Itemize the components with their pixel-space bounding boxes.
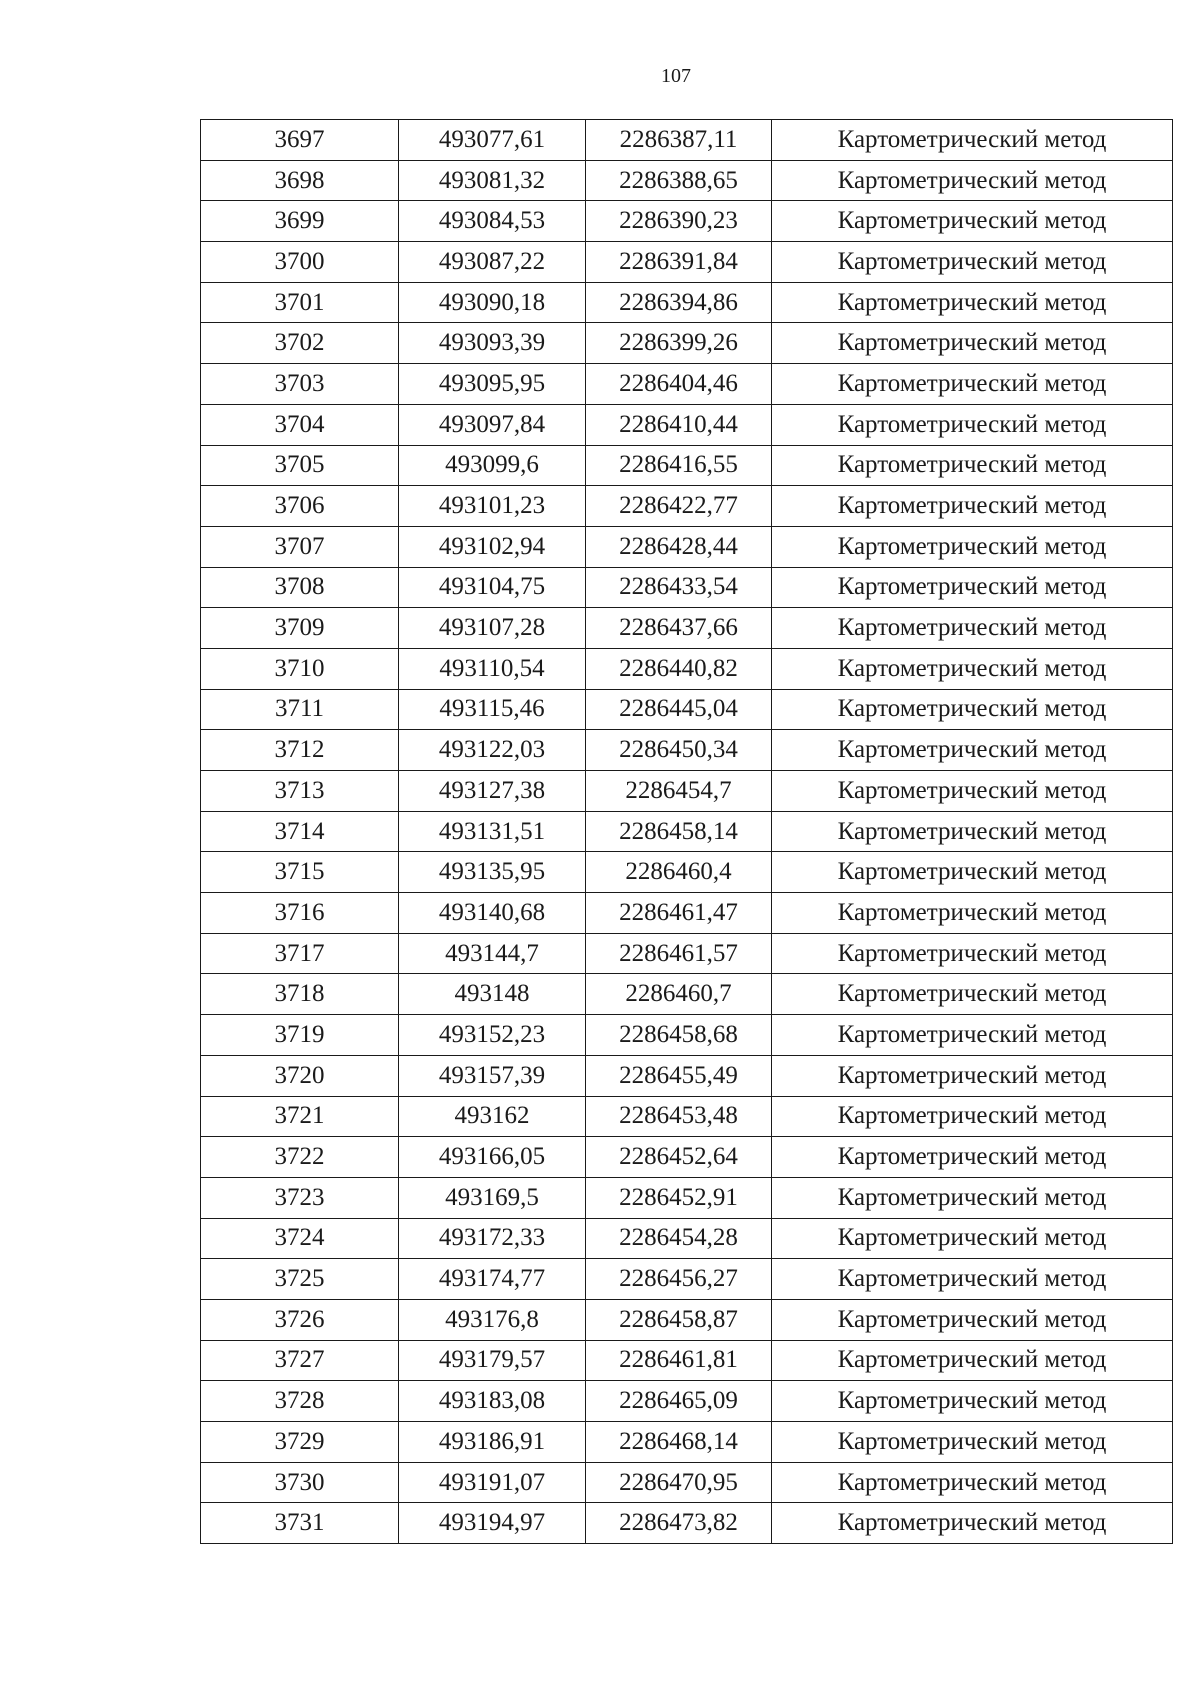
- y-coordinate-cell: 2286416,55: [586, 445, 772, 486]
- method-cell: Картометрический метод: [772, 201, 1173, 242]
- x-coordinate-cell: 493087,22: [399, 242, 586, 283]
- coordinates-table: [200, 119, 1173, 1544]
- table-row: [201, 1299, 1173, 1340]
- table-row: [201, 1503, 1173, 1544]
- x-coordinate-cell: 493135,95: [399, 852, 586, 893]
- method-cell: Картометрический метод: [772, 648, 1173, 689]
- method-cell: Картометрический метод: [772, 893, 1173, 934]
- point-number-cell: 3727: [201, 1340, 399, 1381]
- method-cell: Картометрический метод: [772, 1137, 1173, 1178]
- method-cell: Картометрический метод: [772, 323, 1173, 364]
- y-coordinate-cell: 2286461,81: [586, 1340, 772, 1381]
- y-coordinate-cell: 2286445,04: [586, 689, 772, 730]
- y-coordinate-cell: 2286452,91: [586, 1177, 772, 1218]
- x-coordinate-cell: 493166,05: [399, 1137, 586, 1178]
- y-coordinate-cell: 2286461,57: [586, 933, 772, 974]
- table-row: [201, 1381, 1173, 1422]
- y-coordinate-cell: 2286391,84: [586, 242, 772, 283]
- x-coordinate-cell: 493110,54: [399, 648, 586, 689]
- table-row: [201, 201, 1173, 242]
- y-coordinate-cell: 2286454,28: [586, 1218, 772, 1259]
- y-coordinate-cell: 2286470,95: [586, 1462, 772, 1503]
- table-row: [201, 1259, 1173, 1300]
- point-number-cell: 3709: [201, 608, 399, 649]
- point-number-cell: 3704: [201, 404, 399, 445]
- method-cell: Картометрический метод: [772, 1015, 1173, 1056]
- x-coordinate-cell: 493095,95: [399, 364, 586, 405]
- table-row: [201, 526, 1173, 567]
- x-coordinate-cell: 493169,5: [399, 1177, 586, 1218]
- method-cell: Картометрический метод: [772, 1381, 1173, 1422]
- x-coordinate-cell: 493157,39: [399, 1055, 586, 1096]
- point-number-cell: 3717: [201, 933, 399, 974]
- x-coordinate-cell: 493122,03: [399, 730, 586, 771]
- point-number-cell: 3698: [201, 160, 399, 201]
- point-number-cell: 3718: [201, 974, 399, 1015]
- method-cell: Картометрический метод: [772, 1503, 1173, 1544]
- x-coordinate-cell: 493140,68: [399, 893, 586, 934]
- point-number-cell: 3713: [201, 771, 399, 812]
- table-row: [201, 282, 1173, 323]
- y-coordinate-cell: 2286388,65: [586, 160, 772, 201]
- method-cell: Картометрический метод: [772, 445, 1173, 486]
- method-cell: Картометрический метод: [772, 486, 1173, 527]
- table-row: [201, 1137, 1173, 1178]
- table-row: [201, 608, 1173, 649]
- table-row: [201, 1096, 1173, 1137]
- method-cell: Картометрический метод: [772, 526, 1173, 567]
- table-row: [201, 1422, 1173, 1463]
- y-coordinate-cell: 2286458,87: [586, 1299, 772, 1340]
- point-number-cell: 3715: [201, 852, 399, 893]
- y-coordinate-cell: 2286454,7: [586, 771, 772, 812]
- y-coordinate-cell: 2286468,14: [586, 1422, 772, 1463]
- point-number-cell: 3720: [201, 1055, 399, 1096]
- table-row: [201, 364, 1173, 405]
- method-cell: Картометрический метод: [772, 1218, 1173, 1259]
- y-coordinate-cell: 2286453,48: [586, 1096, 772, 1137]
- y-coordinate-cell: 2286394,86: [586, 282, 772, 323]
- table-row: [201, 811, 1173, 852]
- x-coordinate-cell: 493186,91: [399, 1422, 586, 1463]
- y-coordinate-cell: 2286455,49: [586, 1055, 772, 1096]
- method-cell: Картометрический метод: [772, 608, 1173, 649]
- method-cell: Картометрический метод: [772, 771, 1173, 812]
- method-cell: Картометрический метод: [772, 242, 1173, 283]
- y-coordinate-cell: 2286458,14: [586, 811, 772, 852]
- page-number: 107: [661, 65, 691, 87]
- table-row: [201, 852, 1173, 893]
- table-row: [201, 893, 1173, 934]
- table-row: [201, 933, 1173, 974]
- point-number-cell: 3699: [201, 201, 399, 242]
- y-coordinate-cell: 2286422,77: [586, 486, 772, 527]
- table-row: [201, 974, 1173, 1015]
- method-cell: Картометрический метод: [772, 1340, 1173, 1381]
- point-number-cell: 3723: [201, 1177, 399, 1218]
- x-coordinate-cell: 493081,32: [399, 160, 586, 201]
- y-coordinate-cell: 2286399,26: [586, 323, 772, 364]
- method-cell: Картометрический метод: [772, 933, 1173, 974]
- method-cell: Картометрический метод: [772, 974, 1173, 1015]
- x-coordinate-cell: 493183,08: [399, 1381, 586, 1422]
- point-number-cell: 3730: [201, 1462, 399, 1503]
- point-number-cell: 3707: [201, 526, 399, 567]
- point-number-cell: 3722: [201, 1137, 399, 1178]
- table-row: [201, 323, 1173, 364]
- point-number-cell: 3719: [201, 1015, 399, 1056]
- y-coordinate-cell: 2286428,44: [586, 526, 772, 567]
- point-number-cell: 3726: [201, 1299, 399, 1340]
- x-coordinate-cell: 493099,6: [399, 445, 586, 486]
- point-number-cell: 3711: [201, 689, 399, 730]
- y-coordinate-cell: 2286437,66: [586, 608, 772, 649]
- x-coordinate-cell: 493093,39: [399, 323, 586, 364]
- point-number-cell: 3714: [201, 811, 399, 852]
- method-cell: Картометрический метод: [772, 689, 1173, 730]
- x-coordinate-cell: 493162: [399, 1096, 586, 1137]
- table-row: [201, 648, 1173, 689]
- x-coordinate-cell: 493101,23: [399, 486, 586, 527]
- point-number-cell: 3705: [201, 445, 399, 486]
- point-number-cell: 3725: [201, 1259, 399, 1300]
- x-coordinate-cell: 493090,18: [399, 282, 586, 323]
- y-coordinate-cell: 2286452,64: [586, 1137, 772, 1178]
- y-coordinate-cell: 2286458,68: [586, 1015, 772, 1056]
- point-number-cell: 3731: [201, 1503, 399, 1544]
- x-coordinate-cell: 493127,38: [399, 771, 586, 812]
- method-cell: Картометрический метод: [772, 120, 1173, 161]
- method-cell: Картометрический метод: [772, 1055, 1173, 1096]
- method-cell: Картометрический метод: [772, 852, 1173, 893]
- table-row: [201, 730, 1173, 771]
- table-row: [201, 1055, 1173, 1096]
- x-coordinate-cell: 493097,84: [399, 404, 586, 445]
- y-coordinate-cell: 2286450,34: [586, 730, 772, 771]
- table-row: [201, 1340, 1173, 1381]
- y-coordinate-cell: 2286387,11: [586, 120, 772, 161]
- x-coordinate-cell: 493104,75: [399, 567, 586, 608]
- y-coordinate-cell: 2286404,46: [586, 364, 772, 405]
- x-coordinate-cell: 493191,07: [399, 1462, 586, 1503]
- coordinates-table-body: [201, 120, 1173, 1544]
- point-number-cell: 3700: [201, 242, 399, 283]
- table-row: [201, 160, 1173, 201]
- x-coordinate-cell: 493115,46: [399, 689, 586, 730]
- y-coordinate-cell: 2286456,27: [586, 1259, 772, 1300]
- point-number-cell: 3710: [201, 648, 399, 689]
- method-cell: Картометрический метод: [772, 1422, 1173, 1463]
- method-cell: Картометрический метод: [772, 404, 1173, 445]
- method-cell: Картометрический метод: [772, 1177, 1173, 1218]
- x-coordinate-cell: 493102,94: [399, 526, 586, 567]
- x-coordinate-cell: 493179,57: [399, 1340, 586, 1381]
- y-coordinate-cell: 2286461,47: [586, 893, 772, 934]
- table-row: [201, 1015, 1173, 1056]
- method-cell: Картометрический метод: [772, 1096, 1173, 1137]
- x-coordinate-cell: 493131,51: [399, 811, 586, 852]
- method-cell: Картометрический метод: [772, 811, 1173, 852]
- table-row: [201, 242, 1173, 283]
- y-coordinate-cell: 2286465,09: [586, 1381, 772, 1422]
- table-row: [201, 486, 1173, 527]
- y-coordinate-cell: 2286410,44: [586, 404, 772, 445]
- point-number-cell: 3721: [201, 1096, 399, 1137]
- method-cell: Картометрический метод: [772, 1259, 1173, 1300]
- table-row: [201, 771, 1173, 812]
- y-coordinate-cell: 2286473,82: [586, 1503, 772, 1544]
- table-row: [201, 1218, 1173, 1259]
- point-number-cell: 3701: [201, 282, 399, 323]
- y-coordinate-cell: 2286460,7: [586, 974, 772, 1015]
- table-row: [201, 689, 1173, 730]
- table-row: [201, 120, 1173, 161]
- x-coordinate-cell: 493077,61: [399, 120, 586, 161]
- x-coordinate-cell: 493148: [399, 974, 586, 1015]
- x-coordinate-cell: 493176,8: [399, 1299, 586, 1340]
- point-number-cell: 3697: [201, 120, 399, 161]
- method-cell: Картометрический метод: [772, 567, 1173, 608]
- table-row: [201, 1177, 1173, 1218]
- x-coordinate-cell: 493172,33: [399, 1218, 586, 1259]
- x-coordinate-cell: 493152,23: [399, 1015, 586, 1056]
- y-coordinate-cell: 2286440,82: [586, 648, 772, 689]
- point-number-cell: 3712: [201, 730, 399, 771]
- table-row: [201, 1462, 1173, 1503]
- y-coordinate-cell: 2286460,4: [586, 852, 772, 893]
- x-coordinate-cell: 493107,28: [399, 608, 586, 649]
- point-number-cell: 3706: [201, 486, 399, 527]
- y-coordinate-cell: 2286390,23: [586, 201, 772, 242]
- point-number-cell: 3729: [201, 1422, 399, 1463]
- x-coordinate-cell: 493144,7: [399, 933, 586, 974]
- method-cell: Картометрический метод: [772, 364, 1173, 405]
- method-cell: Картометрический метод: [772, 160, 1173, 201]
- x-coordinate-cell: 493194,97: [399, 1503, 586, 1544]
- method-cell: Картометрический метод: [772, 282, 1173, 323]
- method-cell: Картометрический метод: [772, 1299, 1173, 1340]
- table-row: [201, 445, 1173, 486]
- point-number-cell: 3716: [201, 893, 399, 934]
- point-number-cell: 3728: [201, 1381, 399, 1422]
- table-row: [201, 404, 1173, 445]
- x-coordinate-cell: 493174,77: [399, 1259, 586, 1300]
- point-number-cell: 3724: [201, 1218, 399, 1259]
- x-coordinate-cell: 493084,53: [399, 201, 586, 242]
- point-number-cell: 3702: [201, 323, 399, 364]
- method-cell: Картометрический метод: [772, 1462, 1173, 1503]
- y-coordinate-cell: 2286433,54: [586, 567, 772, 608]
- point-number-cell: 3703: [201, 364, 399, 405]
- table-row: [201, 567, 1173, 608]
- point-number-cell: 3708: [201, 567, 399, 608]
- method-cell: Картометрический метод: [772, 730, 1173, 771]
